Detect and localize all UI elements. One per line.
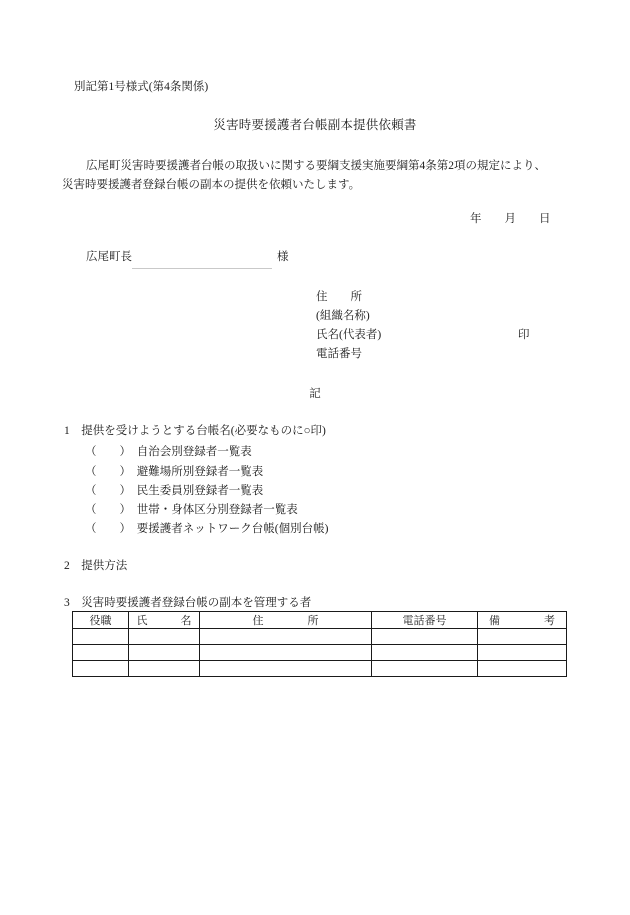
table-header-row [73,612,567,629]
ki-heading: 記 [309,388,321,400]
register-option: （ ） 民生委員別登録者一覧表 [85,485,264,497]
section1-heading: 1 提供を受けようとする台帳名(必要なものに○印) [64,425,326,437]
table-cell [478,661,567,677]
register-option: （ ） 自治会別登録者一覧表 [85,446,252,458]
section3-heading: 3 災害時要援護者登録台帳の副本を管理する者 [64,597,312,609]
org-name-label: (組織名称) [316,310,370,322]
table-cell [200,629,372,645]
section2-heading: 2 提供方法 [64,560,128,572]
table-row [73,629,567,645]
register-option: （ ） 要援護者ネットワーク台帳(個別台帳) [85,523,329,535]
body-paragraph-line-1: 広尾町災害時要援護者台帳の取扱いに関する要綱支援実施要綱第4条第2項の規定により、 [86,160,546,172]
table-cell [129,661,200,677]
manager-table [72,611,567,677]
date-line: 年 月 日 [470,213,551,225]
addressee-name: 広尾町長 [86,251,132,263]
form-number: 別記第1号様式(第4条関係) [74,81,209,93]
table-cell [73,629,129,645]
table-cell [372,661,478,677]
body-paragraph-line-2: 災害時要援護者登録台帳の副本の提供を依頼いたします。 [62,179,361,191]
register-option: （ ） 世帯・身体区分別登録者一覧表 [85,504,298,516]
table-row [73,645,567,661]
name-label: 氏名(代表者) [316,329,382,341]
table-header-cell: 電話番号 [372,612,478,629]
table-cell [200,661,372,677]
table-cell [478,629,567,645]
table-header-cell: 住 所 [200,612,372,629]
address-label: 住 所 [316,291,362,303]
table-header-cell: 氏 名 [129,612,200,629]
addressee-honorific: 様 [277,251,289,263]
table-cell [200,645,372,661]
table-header-cell: 役職 [73,612,129,629]
seal-mark: 印 [518,329,530,341]
table-cell [73,661,129,677]
addressee-underline [132,254,272,269]
table-cell [129,629,200,645]
table-header-cell: 備 考 [478,612,567,629]
table-cell [372,645,478,661]
table-cell [129,645,200,661]
table-cell [478,645,567,661]
table-cell [73,645,129,661]
document-title: 災害時要援護者台帳副本提供依頼書 [213,118,417,132]
phone-label: 電話番号 [316,348,362,360]
table-cell [372,629,478,645]
register-option: （ ） 避難場所別登録者一覧表 [85,466,264,478]
table-row [73,661,567,677]
